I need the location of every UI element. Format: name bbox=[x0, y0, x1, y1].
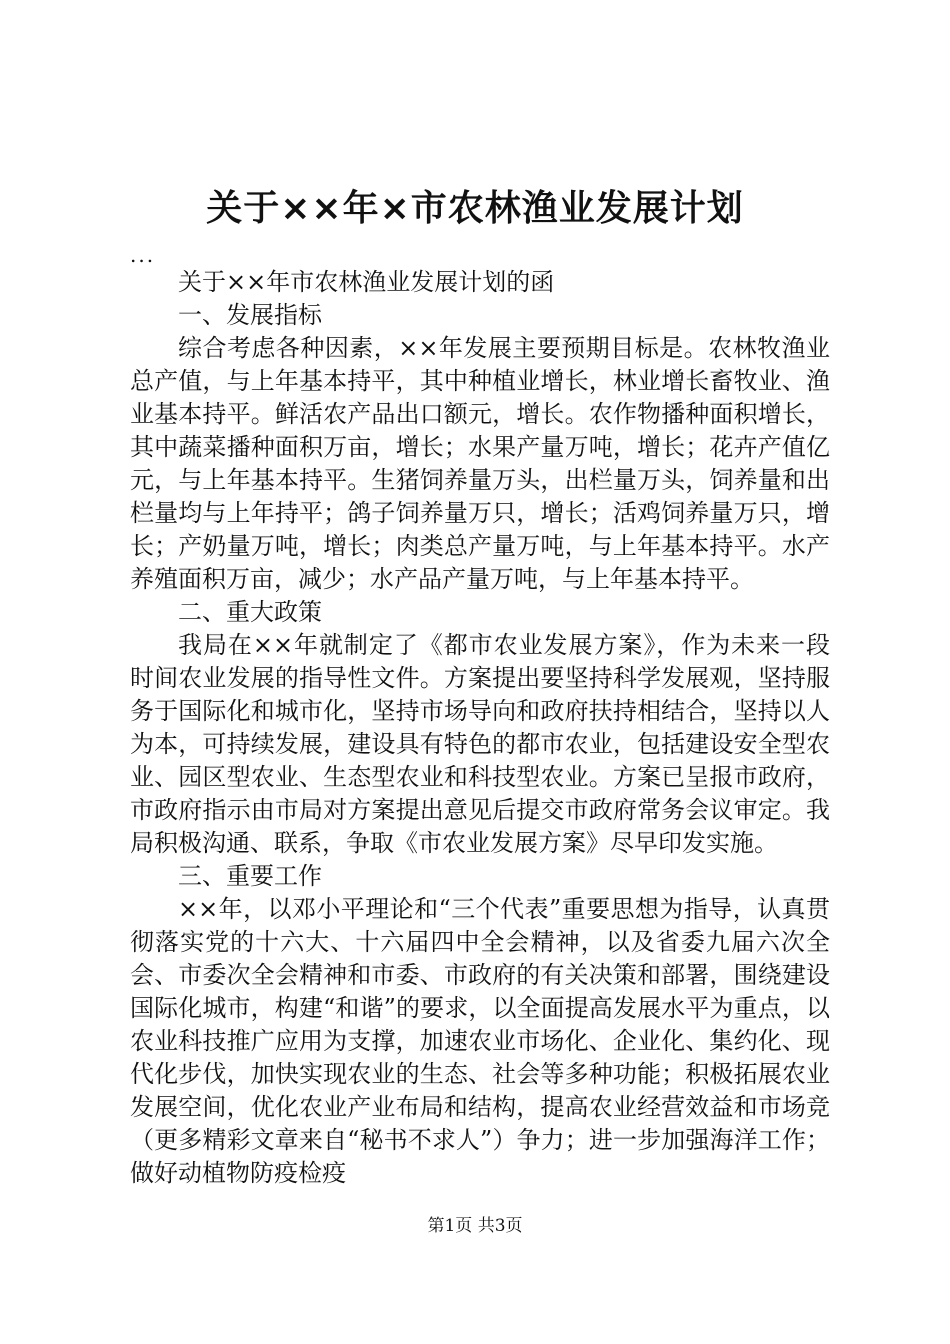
section-heading-indicators: 一、发展指标 bbox=[178, 301, 322, 329]
document-title: 关于××年×市农林渔业发展计划 bbox=[206, 188, 744, 229]
section-heading-work: 三、重要工作 bbox=[178, 862, 322, 890]
section-heading-policies: 二、重大政策 bbox=[178, 598, 322, 626]
paragraph-indicators: 综合考虑各种因素，××年发展主要预期目标是。农林牧渔业总产值，与上年基本持平，其中种植业增长，林业增长畜牧业、渔业基本持平。鲜活农产品出口额元，增长。农作物播种面积增长，其中蔬菜播种面积万亩，增长；水果产量万吨，增长；花卉产值亿元，与上年基本持平。生猪饲养量万头，出栏量万头，饲养量和出栏量均与上年持平；鸽子饲养量万只，增长；活鸡饲养量万只，增长；产奶量万吨，增长；肉类总产量万吨，与上年基本持平。水产养殖面积万亩，减少；水产品产量万吨，与上年基本持平。 bbox=[130, 334, 830, 593]
letter-heading: 关于××年市农林渔业发展计划的函 bbox=[178, 268, 555, 296]
page-number-footer: 第1页 共3页 bbox=[427, 1216, 523, 1236]
document-body bbox=[130, 244, 830, 1190]
paragraph-work: ××年，以邓小平理论和“三个代表”重要思想为指导，认真贯彻落实党的十六大、十六届四中全会精神，以及省委九届六次全会、市委次全会精神和市委、市政府的有关决策和部署，围绕建设国际化城市，构建“和谐”的要求，以全面提高发展水平为重点，以农业科技推广应用为支撑，加速农业市场化、企业化、集约化、现代化步伐，加快实现农业的生态、社会等多种功能；积极拓展农业发展空间，优化农业产业布局和结构，提高农业经营效益和市场竞（更多精彩文章来自“秘书不求人”）争力；进一步加强海洋工作；做好动植物防疫检疫 bbox=[130, 895, 830, 1187]
ellipsis-mark: ... bbox=[130, 243, 156, 267]
paragraph-policies: 我局在××年就制定了《都市农业发展方案》，作为未来一段时间农业发展的指导性文件。方案提出要坚持科学发展观，坚持服务于国际化和城市化，坚持市场导向和政府扶持相结合，坚持以人为本，可持续发展，建设具有特色的都市农业，包括建设安全型农业、园区型农业、生态型农业和科技型农业。方案已呈报市政府，市政府指示由市局对方案提出意见后提交市政府常务会议审定。我局积极沟通、联系，争取《市农业发展方案》尽早印发实施。 bbox=[130, 631, 830, 857]
